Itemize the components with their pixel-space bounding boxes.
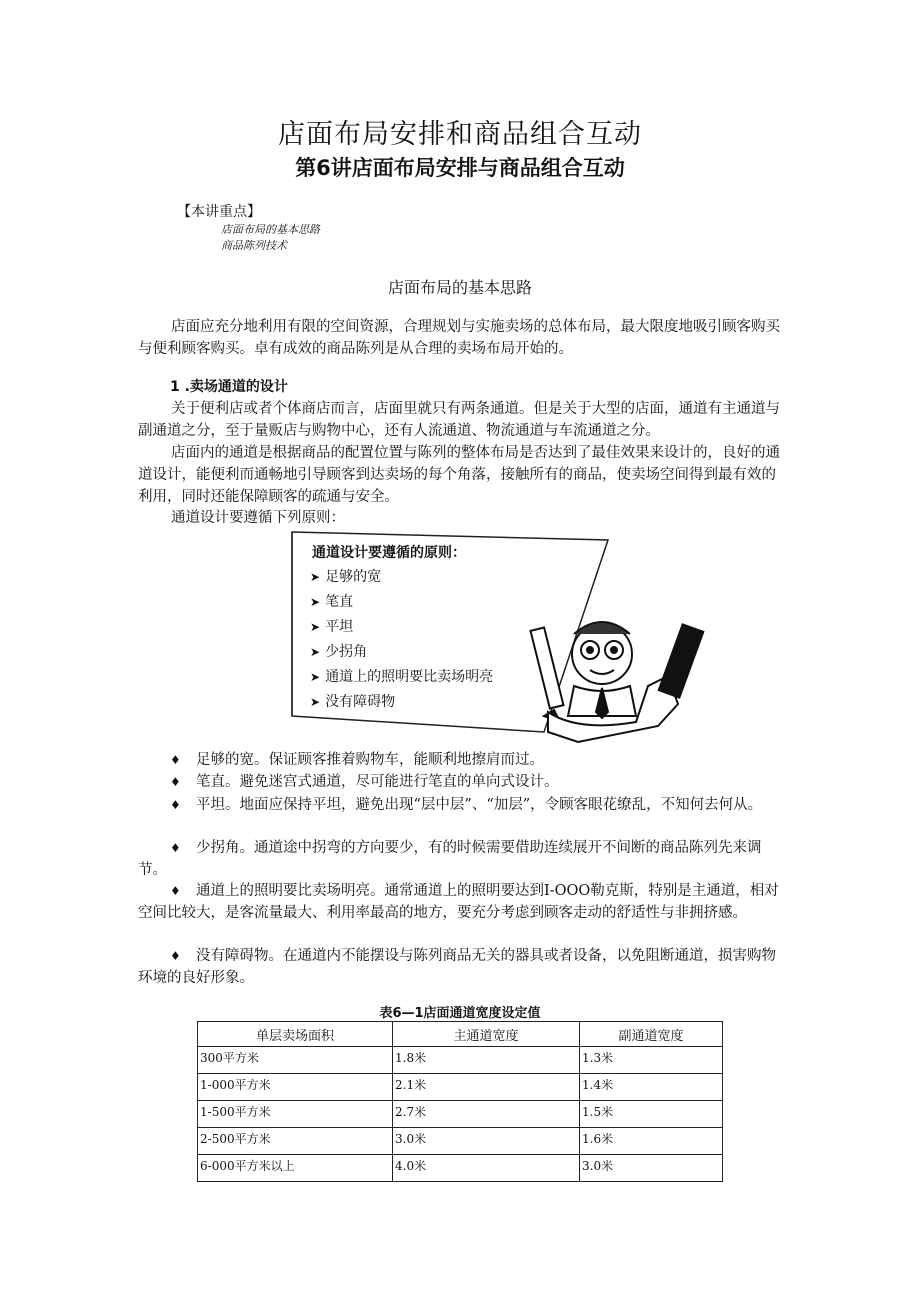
- table-cell: 1.8米: [393, 1047, 580, 1074]
- bullet-item: ♦ 足够的宽。保证顾客推着购物车，能顺利地擦肩而过。: [138, 749, 786, 771]
- bullet-item: ♦ 笔直。避免迷宫式通道，尽可能进行笔直的单向式设计。: [138, 771, 786, 793]
- bullet-item: ♦ 平坦。地面应保持平坦，避免出现“层中层”、“加层”，令顾客眼花缭乱，不知何去何从。: [138, 794, 786, 816]
- table-cell: 6-000平方米以上: [198, 1155, 393, 1182]
- section-title: 店面布局的基本思路: [387, 278, 532, 297]
- document-title: 店面布局安排和商品组合互动: [278, 119, 642, 150]
- table-cell: 2-500平方米: [198, 1128, 393, 1155]
- table-cell: 3.0米: [580, 1155, 723, 1182]
- figure-list: [310, 566, 493, 716]
- table-cell: 1.6米: [580, 1128, 723, 1155]
- table-cell: 3.0米: [393, 1128, 580, 1155]
- arrow-icon: ➤: [310, 620, 321, 634]
- table-row: [198, 1128, 723, 1155]
- table-cell: 1-500平方米: [198, 1101, 393, 1128]
- table-cell: 300平方米: [198, 1047, 393, 1074]
- column-header: 主通道宽度: [393, 1022, 580, 1047]
- table-cell: 1.3米: [580, 1047, 723, 1074]
- table-cell: 2.1米: [393, 1074, 580, 1101]
- focus-item: 商品陈列技术: [221, 239, 287, 252]
- table-header-row: [198, 1022, 723, 1047]
- bullet-item: ♦ 少拐角。通道途中拐弯的方向要少，有的时候需要借助连续展开不间断的商品陈列先来调节。: [138, 837, 786, 881]
- arrow-icon: ➤: [310, 645, 321, 659]
- table-row: [198, 1101, 723, 1128]
- column-header: 单层卖场面积: [198, 1022, 393, 1047]
- figure-item: ➤ 少拐角: [310, 644, 368, 660]
- diamond-bullet-icon: ♦: [170, 775, 181, 789]
- table-row: [198, 1047, 723, 1074]
- table-cell: 2.7米: [393, 1101, 580, 1128]
- figure-item: ➤ 没有障碍物: [310, 694, 396, 710]
- figure-item: ➤ 足够的宽: [310, 569, 382, 585]
- principles-figure: [218, 526, 718, 748]
- table-cell: 4.0米: [393, 1155, 580, 1182]
- arrow-icon: ➤: [310, 570, 321, 584]
- intro-paragraph: 店面应充分地利用有限的空间资源，合理规划与实施卖场的总体布局，最大限度地吸引顾客购买与便利顾客购买。卓有成效的商品陈列是从合理的卖场布局开始的。: [138, 319, 780, 357]
- diamond-bullet-icon: ♦: [170, 884, 181, 898]
- lecture-subtitle: 第6讲店面布局安排与商品组合互动: [295, 156, 625, 180]
- diamond-bullet-icon: ♦: [170, 949, 181, 963]
- table-row: [198, 1155, 723, 1182]
- arrow-icon: ➤: [310, 695, 321, 709]
- arrow-icon: ➤: [310, 595, 321, 609]
- diamond-bullet-icon: ♦: [170, 753, 181, 767]
- table-cell: 1.5米: [580, 1101, 723, 1128]
- paragraph: 店面内的通道是根据商品的配置位置与陈列的整体布局是否达到了最佳效果来设计的，良好的通道设计，能便利而通畅地引导顾客到达卖场的每个角落，接触所有的商品，使卖场空间得到最有效的利用，同时还能保障顾客的疏通与安全。: [138, 445, 780, 505]
- arrow-icon: ➤: [310, 670, 321, 684]
- figure-item: ➤ 平坦: [310, 619, 354, 635]
- table-cell: 1-000平方米: [198, 1074, 393, 1101]
- diamond-bullet-icon: ♦: [170, 841, 181, 855]
- aisle-width-table: [197, 1021, 723, 1182]
- column-header: 副通道宽度: [580, 1022, 723, 1047]
- paragraph: 通道设计要遵循下列原则：: [171, 510, 345, 526]
- table-cell: 1.4米: [580, 1074, 723, 1101]
- subsection-title: 1 .卖场通道的设计: [170, 379, 288, 395]
- diamond-bullet-icon: ♦: [170, 798, 181, 812]
- focus-item: 店面布局的基本思路: [221, 223, 320, 236]
- figure-item: ➤ 通道上的照明要比卖场明亮: [310, 669, 494, 685]
- figure-item: ➤ 笔直: [310, 594, 354, 610]
- figure-title: 通道设计要遵循的原则：: [312, 545, 466, 561]
- paragraph: 关于便利店或者个体商店而言，店面里就只有两条通道。但是关于大型的店面，通道有主通道与副通道之分，至于量贩店与购物中心，还有人流通道、物流通道与车流通道之分。: [138, 401, 780, 439]
- table-row: [198, 1074, 723, 1101]
- bullet-item: ♦ 没有障碍物。在通道内不能摆设与陈列商品无关的器具或者设备，以免阻断通道，损害购物环境的良好形象。: [138, 945, 786, 989]
- bullet-item: ♦ 通道上的照明要比卖场明亮。通常通道上的照明要达到I-OOO勒克斯，特别是主通道，相对空间比较大，是客流量最大、利用率最高的地方，要充分考虑到顾客走动的舒适性与非拥挤感。: [138, 880, 786, 924]
- table-caption: 表6—1店面通道宽度设定值: [379, 1006, 541, 1021]
- focus-label: 【本讲重点】: [177, 204, 261, 220]
